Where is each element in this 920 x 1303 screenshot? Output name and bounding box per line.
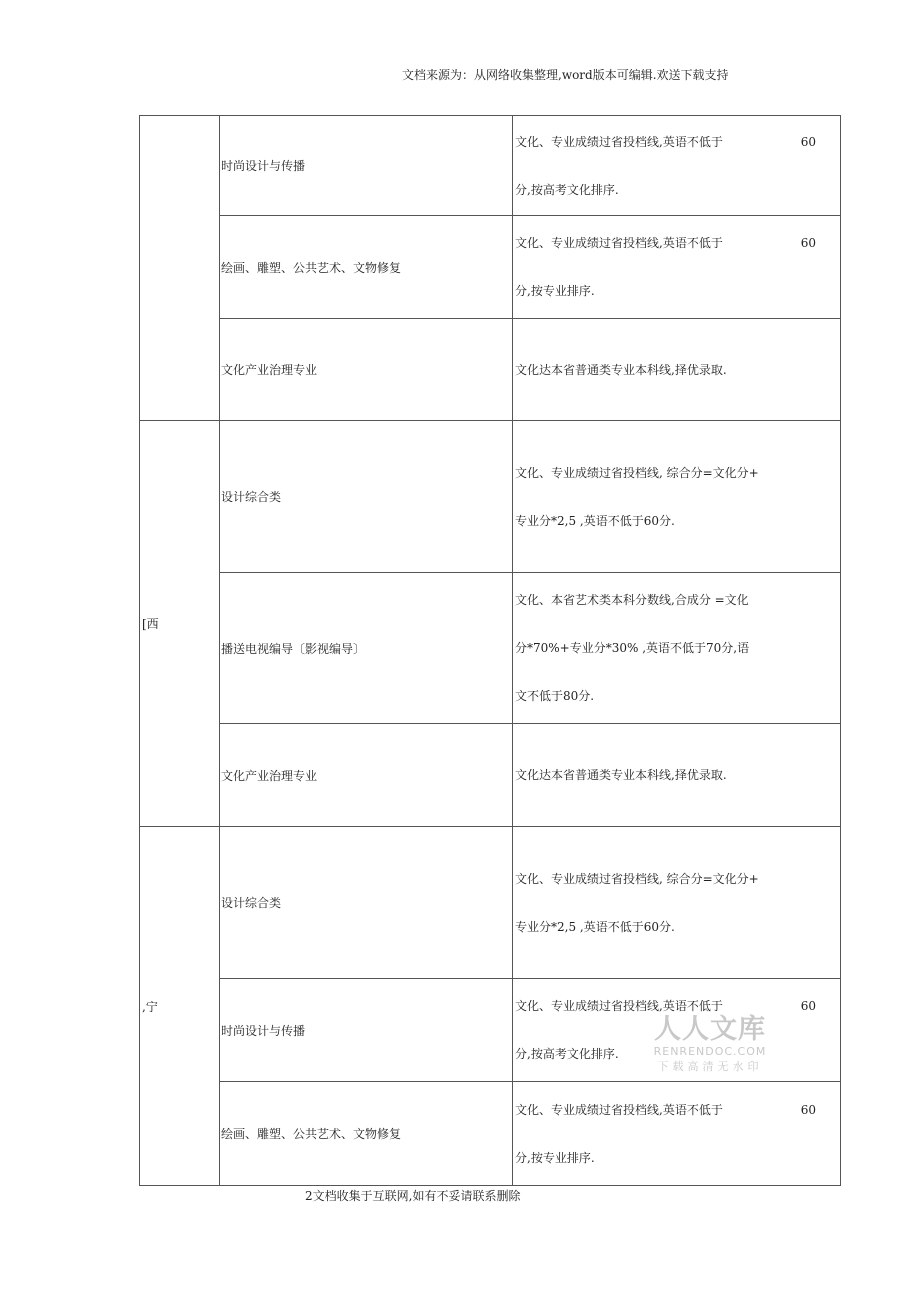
major-cell: 文化产业治理专业 [220,724,513,827]
english-min-score: 60 [800,134,816,149]
requirement-cell [513,319,841,421]
requirement-line: 文化、专业成绩过省投档线,英语不低于 [515,999,723,1013]
requirement-line: 分,按高考文化排序. [515,1047,619,1061]
header-source-note: 文档来源为：从网络收集整理,word版本可编辑.欢送下载支持 [402,68,729,82]
major-cell: 播送电视编导〔影视编导〕 [220,573,513,724]
requirement-line: 文化达本省普通类专业本科线,择优录取. [515,768,727,782]
requirement-line: 文化、专业成绩过省投档线, 综合分=文化分+ [515,465,759,480]
requirement-cell [513,573,841,724]
requirement-cell [513,421,841,573]
requirement-line: 文化、专业成绩过省投档线, 综合分=文化分+ [515,871,759,886]
table-row [140,421,841,573]
requirement-line: 文化、本省艺术类本科分数线,合成分 =文化 [515,593,749,607]
requirement-cell [513,827,841,979]
requirement-line: 文化、专业成绩过省投档线,英语不低于 [515,134,723,149]
table-row [140,827,841,979]
province-cell: [西 [140,421,220,827]
table-row [140,216,841,319]
english-min-score: 60 [800,999,816,1013]
major-cell: 设计综合类 [220,827,513,979]
watermark-title: 人人文库 [654,1014,766,1045]
watermark-logo [645,1015,775,1075]
requirement-line: 分,按专业排序. [515,1150,595,1165]
major-cell: 绘画、雕塑、公共艺术、文物修复 [220,1082,513,1186]
footer-note: 2文档收集于互联网,如有不妥请联系删除 [305,1189,521,1203]
major-cell: 时尚设计与传播 [220,116,513,216]
requirement-line: 分*70%+专业分*30% ,英语不低于70分,语 [515,641,750,655]
table-row [140,1082,841,1186]
major-cell: 绘画、雕塑、公共艺术、文物修复 [220,216,513,319]
major-cell: 时尚设计与传播 [220,979,513,1082]
requirement-line: 文化、专业成绩过省投档线,英语不低于 [515,1102,723,1117]
major-cell: 文化产业治理专业 [220,319,513,421]
province-cell: ,宁 [140,827,220,1186]
table-row [140,319,841,421]
requirement-line: 分,按专业排序. [515,284,595,298]
requirement-line: 分,按高考文化排序. [515,182,619,197]
requirement-line: 文不低于80分. [515,689,595,703]
english-min-score: 60 [800,1102,816,1117]
table-row [140,573,841,724]
major-cell: 设计综合类 [220,421,513,573]
requirement-line: 文化、专业成绩过省投档线,英语不低于 [515,236,723,250]
requirement-line: 专业分*2,5 ,英语不低于60分. [515,513,675,528]
table-row [140,724,841,827]
requirement-cell [513,116,841,216]
requirement-line: 专业分*2,5 ,英语不低于60分. [515,919,675,934]
watermark-url: RENRENDOC.COM [653,1045,767,1058]
province-cell [140,116,220,421]
requirement-cell [513,1082,841,1186]
requirement-line: 文化达本省普通类专业本科线,择优录取. [515,362,727,377]
requirement-cell [513,216,841,319]
english-min-score: 60 [800,236,816,250]
watermark-subtitle: 下载高清无水印 [657,1060,763,1073]
table-row [140,116,841,216]
requirement-cell [513,724,841,827]
